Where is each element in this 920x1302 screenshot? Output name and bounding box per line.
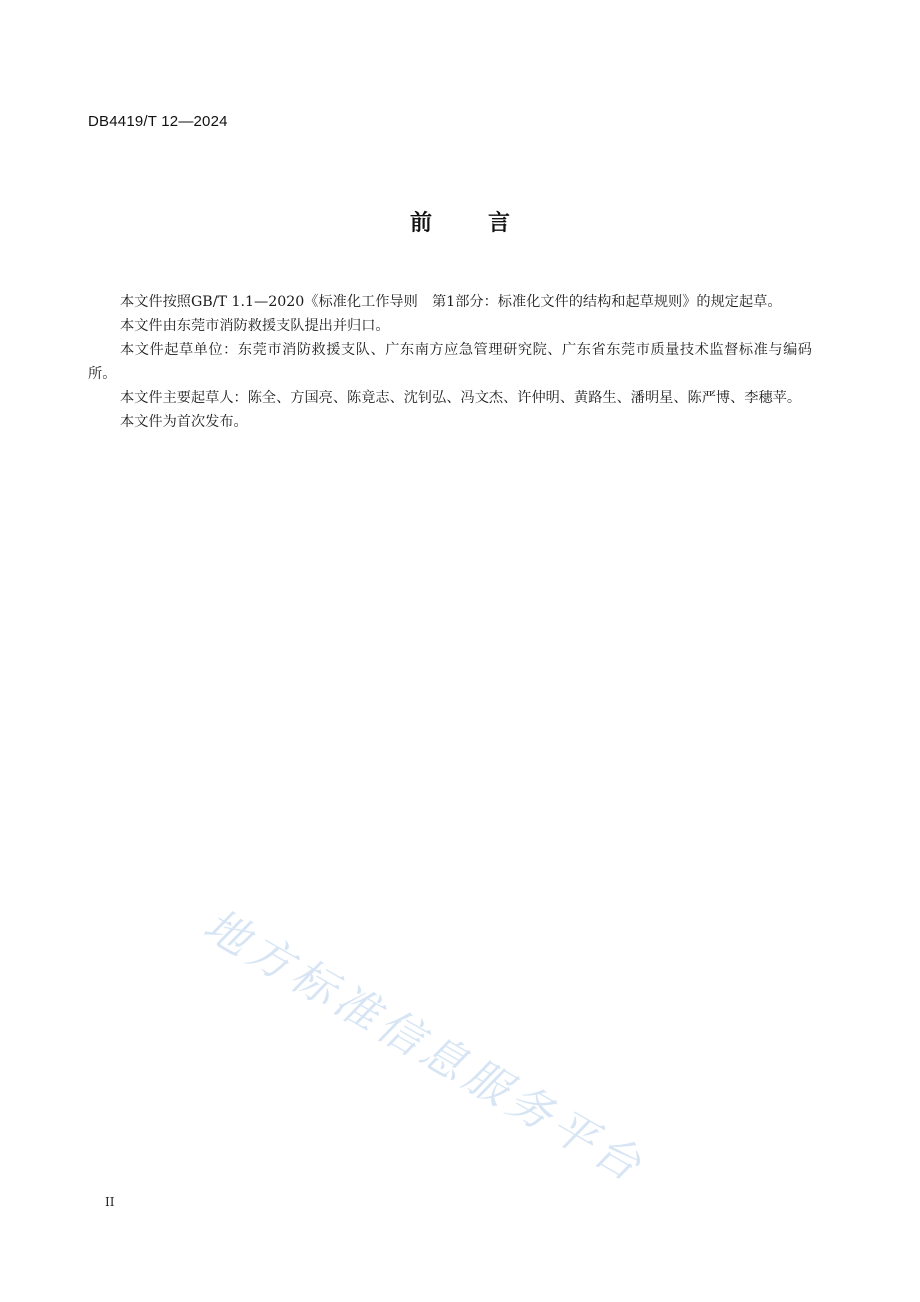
watermark: 地方标准信息服务平台 [195, 899, 654, 1194]
page-number: II [105, 1195, 115, 1209]
foreword-body [88, 290, 812, 434]
paragraph-proposer: 本文件由东莞市消防救援支队提出并归口。 [120, 318, 390, 334]
page-title [0, 206, 920, 237]
paragraph-drafting-rules: 本文件按照GB/T 1.1—2020《标准化工作导则 第1部分：标准化文件的结构和起草规则》的规定起草。 [120, 294, 782, 310]
document-code: DB4419/T 12—2024 [88, 113, 228, 130]
paragraph-drafters: 本文件主要起草人：陈全、方国亮、陈竟志、沈钊弘、冯文杰、许仲明、黄路生、潘明星、陈严博、李穗苹。 [120, 390, 802, 406]
title-char-2: 言 [488, 211, 511, 236]
title-char-1: 前 [409, 211, 432, 236]
paragraph-drafting-units: 本文件起草单位：东莞市消防救援支队、广东南方应急管理研究院、广东省东莞市质量技术监督标准与编码所。 [88, 342, 812, 382]
paragraph-first-release: 本文件为首次发布。 [120, 414, 248, 430]
